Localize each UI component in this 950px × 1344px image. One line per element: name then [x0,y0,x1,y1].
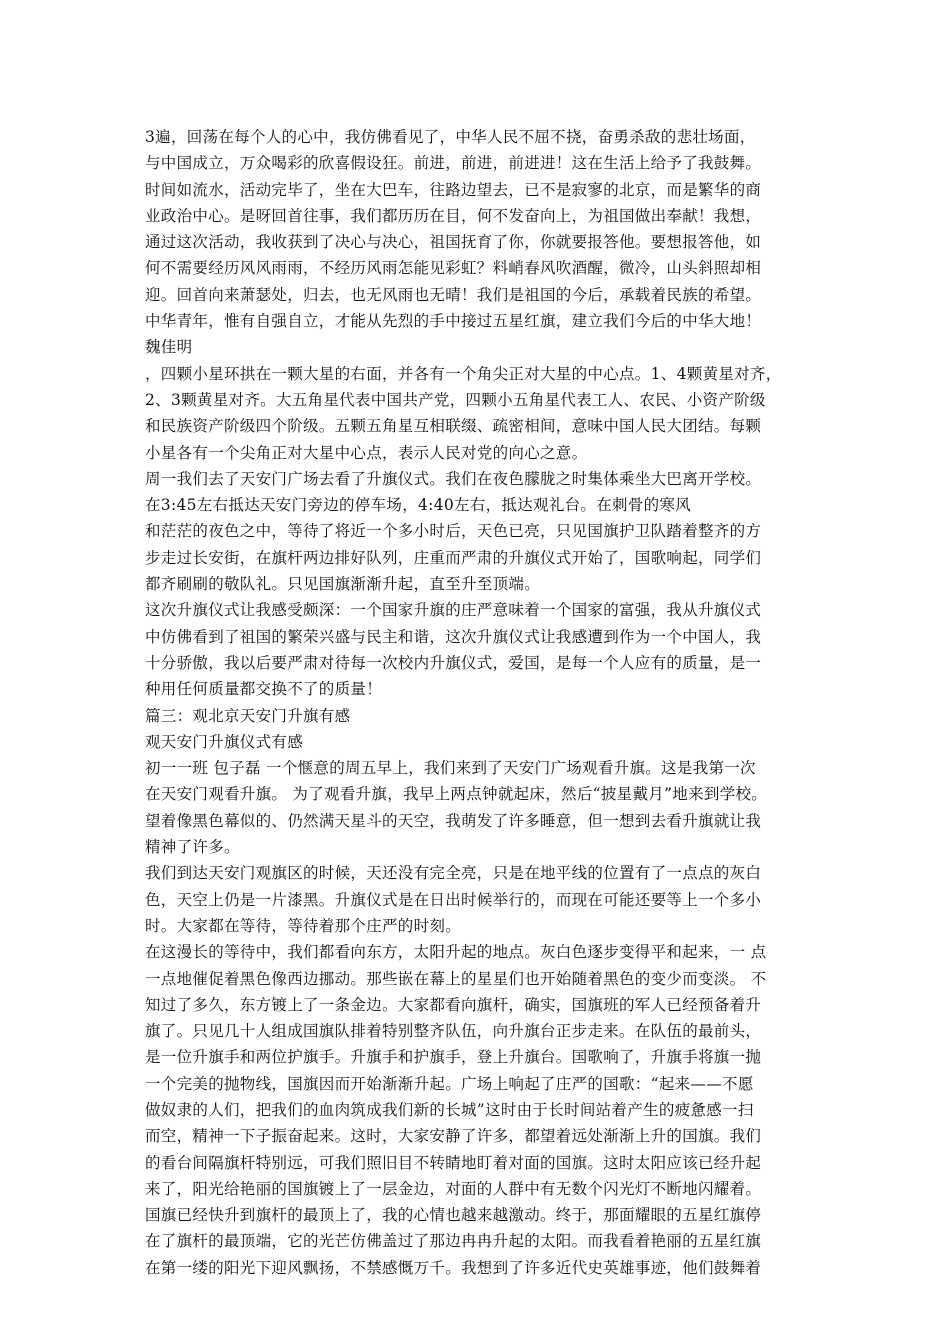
text-line: 3遍，回荡在每个人的心中，我仿佛看见了，中华人民不屈不挠，奋勇杀敌的悲壮场面， [145,128,756,146]
text-line: 色，天空上仍是一片漆黑。升旗仪式是在日出时候举行的，而现在可能还要等上一个多小 [145,890,762,909]
text-line: 旗了。只见几十人组成国旗队排着特别整齐队伍，向升旗台正步走来。在队伍的最前头， [145,1022,762,1041]
text-line: 在第一缕的阳光下迎风飘扬，不禁感慨万千。我想到了许多近代史英雄事迹，他们鼓舞着 [145,1258,762,1277]
text-line: 知过了多久，东方镀上了一条金边。大家都看向旗杆，确实，国旗班的军人已经预备着升 [145,995,762,1014]
document-body [145,124,810,1281]
text-line: 我们到达天安门观旗区的时候，天还没有完全亮，只是在地平线的位置有了一点点的灰白 [145,864,762,883]
text-line: 都齐刷刷的敬队礼。只见国旗渐渐升起，直至升至顶端。 [145,575,541,594]
section-heading: 篇三：观北京天安门升旗有感 [145,706,351,725]
text-line: 望着像黑色幕似的、仍然满天星斗的天空，我萌发了许多睡意，但一想到去看升旗就让我 [145,811,762,830]
text-line: 来了，阳光给艳丽的国旗镀上了一层金边，对面的人群中有无数个闪光灯不断地闪耀着。 [145,1179,762,1198]
text-line: 小星各有一个尖角正对大星中心点，表示人民对党的向心之意。 [145,443,588,462]
text-line: 十分骄傲，我以后要严肃对待每一次校内升旗仪式，爱国，是每一个人应有的质量，是一 [145,653,762,672]
text-line: 在天安门观看升旗。 为了观看升旗，我早上两点钟就起床，然后“披星戴月”地来到学校。 [145,785,768,804]
text-line: 和茫茫的夜色之中，等待了将近一个多小时后，天色已亮，只见国旗护卫队踏着整齐的方 [145,522,762,541]
text-line: 周一我们去了天安门广场去看了升旗仪式。我们在夜色朦胧之时集体乘坐大巴离开学校。 [145,469,762,488]
text-line: 的看台间隔旗杆特别远，可我们照旧目不转睛地盯着对面的国旗。这时太阳应该已经升起 [145,1153,762,1172]
text-line: 初一一班 包子磊 一个惬意的周五早上，我们来到了天安门广场观看升旗。这是我第一次 [145,759,756,778]
text-line: 业政治中心。是呀回首往事，我们都历历在目，何不发奋向上，为祖国做出奉献！我想， [145,206,762,225]
text-line: 中华青年，惟有自强自立，才能从先烈的手中接过五星红旗，建立我们今后的中华大地！ [145,312,762,331]
text-line: 和民族资产阶级四个阶级。五颗五角星互相联缀、疏密相间，意味中国人民大团结。每颗 [145,417,762,436]
text-line: 种用任何质量都交换不了的质量！ [145,680,383,699]
text-line: 时。大家都在等待，等待着那个庄严的时刻。 [145,916,462,935]
text-line: 精神了许多。 [145,838,240,857]
text-line: 步走过长安街，在旗杆两边排好队列，庄重而严肃的升旗仪式开始了，国歌响起，同学们 [145,548,762,567]
text-line: 这次升旗仪式让我感受颇深：一个国家升旗的庄严意味着一个国家的富强，我从升旗仪式 [145,601,762,620]
text-line: 在了旗杆的最顶端，它的光芒仿佛盖过了那边冉冉升起的太阳。而我看着艳丽的五星红旗 [145,1232,762,1251]
text-line: 2、3颗黄星对齐。大五角星代表中国共产党，四颗小五角星代表工人、农民、小资产阶级 [145,390,766,409]
text-line: 迎。回首向来萧瑟处，归去，也无风雨也无晴！我们是祖国的今后，承载着民族的希望。 [145,285,762,304]
text-line: 中仿佛看到了祖国的繁荣兴盛与民主和谐，这次升旗仪式让我感遭到作为一个中国人，我 [145,627,762,646]
text-line: ，四颗小星环拱在一颗大星的右面，并各有一个角尖正对大星的中心点。1、4颗黄星对齐， [145,364,782,383]
text-line: 时间如流水，活动完毕了，坐在大巴车，往路边望去，已不是寂寥的北京，而是繁华的商 [145,180,762,199]
text-line: 国旗已经快升到旗杆的最顶上了，我的心情也越来越激动。终于，那面耀眼的五星红旗停 [145,1206,762,1225]
text-line: 在3:45左右抵达天安门旁边的停车场，4:40左右，抵达观礼台。在刺骨的寒风 [145,496,692,515]
text-line: 一个完美的抛物线，国旗因而开始渐渐升起。广场上响起了庄严的国歌：“起来——不愿 [145,1074,754,1093]
text-line: 一点地催促着黑色像西边挪动。那些嵌在幕上的星星们也开始随着黑色的变少而变淡。 不 [145,969,767,988]
essay-title: 观天安门升旗仪式有感 [145,732,304,751]
author-line: 魏佳明 [145,338,193,357]
text-line: 是一位升旗手和两位护旗手。升旗手和护旗手，登上升旗台。国歌响了，升旗手将旗一抛 [145,1048,762,1067]
text-line: 何不需要经历风风雨雨，不经历风雨怎能见彩虹？料峭春风吹酒醒，微冷，山头斜照却相 [145,259,762,278]
text-line: 通过这次活动，我收获到了决心与决心，祖国抚育了你，你就要报答他。要想报答他，如 [145,233,762,252]
text-line: 与中国成立，万众喝彩的欣喜假设狂。前进，前进，前进进！这在生活上给予了我鼓舞。 [145,154,762,173]
text-line: 在这漫长的等待中，我们都看向东方，太阳升起的地点。灰白色逐步变得平和起来，一 点 [145,943,767,962]
text-line: 做奴隶的人们，把我们的血肉筑成我们新的长城”这时由于长时间站着产生的疲惫感一扫 [145,1100,754,1119]
text-line: 而空，精神一下子振奋起来。这时，大家安静了许多，都望着远处渐渐上升的国旗。我们 [145,1127,762,1146]
